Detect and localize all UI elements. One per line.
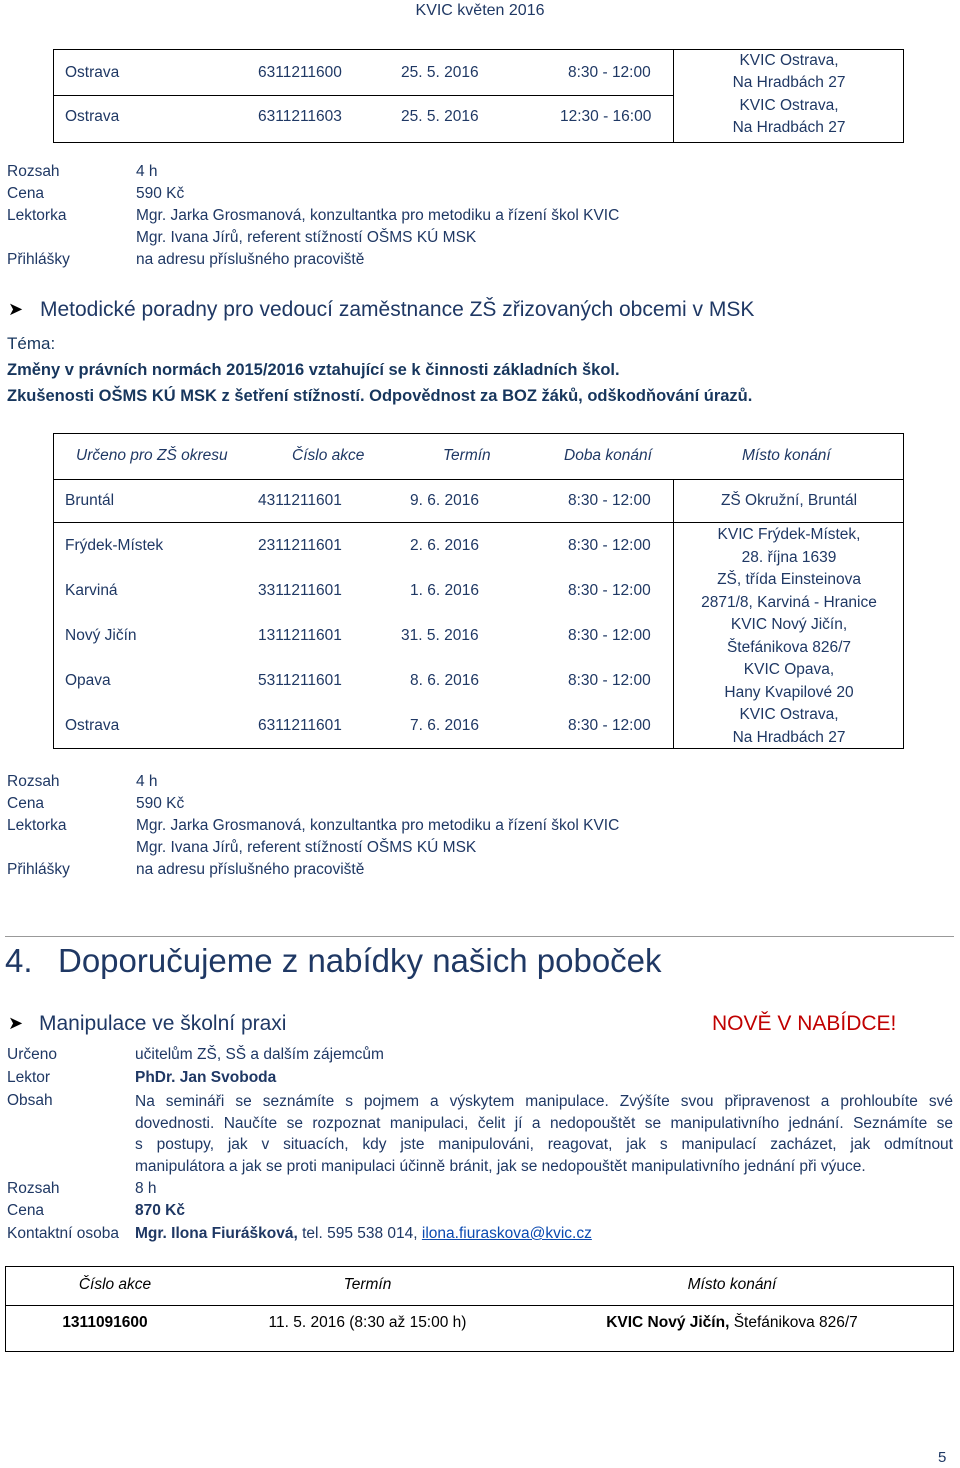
place-street: Štefánikova 826/7 (729, 1314, 858, 1331)
place-cell: KVIC Ostrava, (739, 706, 839, 723)
column-header: Doba konání (564, 447, 652, 464)
column-header: Místo konání (687, 1276, 777, 1293)
label-urceno: Určeno (7, 1046, 57, 1063)
column-header: Určeno pro ZŠ okresu (76, 447, 228, 464)
place-cell: Na Hradbách 27 (732, 729, 846, 746)
value-prihlasky: na adresu příslušného pracoviště (136, 251, 365, 268)
table-cell: 8. 6. 2016 (410, 672, 479, 689)
label-prihlasky: Přihlášky (7, 861, 70, 878)
section-title: Manipulace ve školní praxi (39, 1012, 287, 1035)
obsah-line: manipulátora a jak se proti manipulaci účinně bránit, jak se nedopouštět manipulativního jednání při výuce. (135, 1157, 866, 1175)
section-title: Metodické poradny pro vedoucí zaměstnance ZŠ zřizovaných obcemi v MSK (40, 298, 755, 321)
value-lektorka: Mgr. Ivana Jírů, referent stížností OŠMS KÚ MSK (136, 839, 477, 856)
chapter-number: 4. (5, 942, 33, 979)
table-cell: 1. 6. 2016 (410, 582, 479, 599)
place-cell: 28. října 1639 (741, 549, 837, 566)
label-obsah: Obsah (7, 1092, 53, 1109)
arrow-bullet-icon: ➤ (8, 1013, 24, 1033)
table-cell: 8:30 - 12:00 (568, 717, 651, 734)
value-lektor: PhDr. Jan Svoboda (135, 1069, 277, 1086)
email-link[interactable]: ilona.fiuraskova@kvic.cz (421, 1225, 592, 1242)
obsah-text (135, 1091, 953, 1177)
value-prihlasky: na adresu příslušného pracoviště (136, 861, 365, 878)
place-cell: ZŠ Okružní, Bruntál (720, 492, 858, 509)
obsah-line: s postupy, jak v situacích, kdy jste manipulováni, reagovat, jak s manipulací zacházet, jak odmítnout (135, 1136, 953, 1153)
value-cena: 870 Kč (135, 1202, 185, 1219)
value-urceno: učitelům ZŠ, SŠ a dalším zájemcům (135, 1046, 384, 1063)
value-rozsah: 4 h (136, 773, 158, 790)
place-name: KVIC Nový Jičín, (606, 1314, 730, 1331)
table-cell: 25. 5. 2016 (401, 64, 479, 81)
table-cell: 8:30 - 12:00 (568, 582, 651, 599)
table-cell: Bruntál (65, 492, 115, 509)
kontakt-name: Mgr. Ilona Fiurášková, (135, 1225, 298, 1242)
place-cell: KVIC Frýdek-Místek, (717, 526, 861, 543)
tema-text: Zkušenosti OŠMS KÚ MSK z šetření stížností. Odpovědnost za BOZ žáků, odškodňování úrazů. (7, 387, 753, 405)
tema-text: Změny v právních normách 2015/2016 vztahující se k činnosti základních škol. (7, 361, 620, 379)
table-cell: 7. 6. 2016 (410, 717, 479, 734)
label-rozsah: Rozsah (7, 1180, 60, 1197)
table-cell: Frýdek-Místek (65, 537, 164, 554)
table-cell: KVIC Ostrava, (739, 97, 839, 114)
table-cell: KVIC Ostrava, (739, 52, 839, 69)
table-cell: 25. 5. 2016 (401, 108, 479, 125)
arrow-bullet-icon: ➤ (8, 299, 24, 319)
label-rozsah: Rozsah (7, 163, 60, 180)
chapter-title: Doporučujeme z nabídky našich poboček (58, 942, 662, 979)
label-kontakt: Kontaktní osoba (7, 1225, 120, 1242)
kontakt-tel: tel. 595 538 014, (297, 1225, 422, 1242)
value-rozsah: 8 h (135, 1180, 157, 1197)
table-cell: 8:30 - 12:00 (568, 627, 651, 644)
label-prihlasky: Přihlášky (7, 251, 70, 268)
table-cell: 8:30 - 12:00 (568, 64, 651, 81)
column-header: Termín (343, 1276, 392, 1293)
table-cell (510, 1314, 954, 1332)
table-cell: 8:30 - 12:00 (568, 672, 651, 689)
place-cell: 2871/8, Karviná - Hranice (701, 594, 877, 611)
table-cell: 1311091600 (62, 1314, 148, 1331)
value-lektorka: Mgr. Ivana Jírů, referent stížností OŠMS KÚ MSK (136, 229, 477, 246)
label-cena: Cena (7, 185, 45, 202)
column-header: Číslo akce (78, 1276, 152, 1293)
label-rozsah: Rozsah (7, 773, 60, 790)
label-lektor: Lektor (7, 1069, 51, 1086)
table-cell: 2311211601 (258, 537, 342, 554)
table-cell: Nový Jičín (65, 627, 137, 644)
table-cell: Ostrava (65, 717, 120, 734)
value-kontakt (135, 1225, 592, 1243)
new-badge: NOVĚ V NABÍDCE! (712, 1012, 897, 1035)
table-cell: Ostrava (65, 64, 120, 81)
label-lektorka: Lektorka (7, 207, 67, 224)
value-rozsah: 4 h (136, 163, 158, 180)
value-lektorka: Mgr. Jarka Grosmanová, konzultantka pro metodiku a řízení škol KVIC (136, 207, 620, 224)
value-cena: 590 Kč (136, 185, 185, 202)
column-header: Místo konání (742, 447, 831, 464)
value-lektorka: Mgr. Jarka Grosmanová, konzultantka pro metodiku a řízení škol KVIC (136, 817, 620, 834)
page-number: 5 (938, 1449, 947, 1466)
place-cell: ZŠ, třída Einsteinova (717, 571, 861, 588)
table-cell: 2. 6. 2016 (410, 537, 479, 554)
table-cell: 11. 5. 2016 (8:30 až 15:00 h) (268, 1314, 467, 1331)
table-cell: 1311211601 (258, 627, 342, 644)
place-cell: KVIC Opava, (743, 661, 835, 678)
table-cell: 4311211601 (258, 492, 342, 509)
table-cell: Ostrava (65, 108, 120, 125)
tema-label: Téma: (7, 334, 56, 353)
column-header: Číslo akce (292, 447, 365, 464)
table-cell: 12:30 - 16:00 (560, 108, 652, 125)
value-cena: 590 Kč (136, 795, 185, 812)
table-cell: 5311211601 (258, 672, 342, 689)
table-cell: 9. 6. 2016 (410, 492, 479, 509)
table-cell: 8:30 - 12:00 (568, 492, 651, 509)
table-cell: 31. 5. 2016 (401, 627, 479, 644)
table-cell: 8:30 - 12:00 (568, 537, 651, 554)
table-cell: 6311211601 (258, 717, 342, 734)
label-cena: Cena (7, 1202, 45, 1219)
label-lektorka: Lektorka (7, 817, 67, 834)
place-cell: Hany Kvapilové 20 (724, 684, 854, 701)
table-cell: Na Hradbách 27 (732, 74, 846, 91)
column-header: Termín (443, 447, 491, 464)
obsah-line: Na semináři se seznámíte s pojmem a výskytem manipulace. Zvýšíte svou připravenost a prohloubíte své (135, 1093, 953, 1110)
place-cell: KVIC Nový Jičín, (730, 616, 848, 633)
place-cell: Štefánikova 826/7 (726, 639, 852, 656)
label-cena: Cena (7, 795, 45, 812)
table-cell: 3311211601 (258, 582, 342, 599)
table-cell: 6311211603 (258, 108, 342, 125)
table-cell: Karviná (65, 582, 118, 599)
table-cell: Opava (65, 672, 111, 689)
obsah-line: dovednosti. Naučíte se rozpoznat manipulaci, čelit jí a nedopouštět se manipulativního jednání. Seznámíte se (135, 1114, 953, 1132)
page-header: KVIC květen 2016 (415, 2, 545, 19)
table-cell: 6311211600 (258, 64, 342, 81)
table-cell: Na Hradbách 27 (732, 119, 846, 136)
chapter-divider (5, 936, 954, 937)
